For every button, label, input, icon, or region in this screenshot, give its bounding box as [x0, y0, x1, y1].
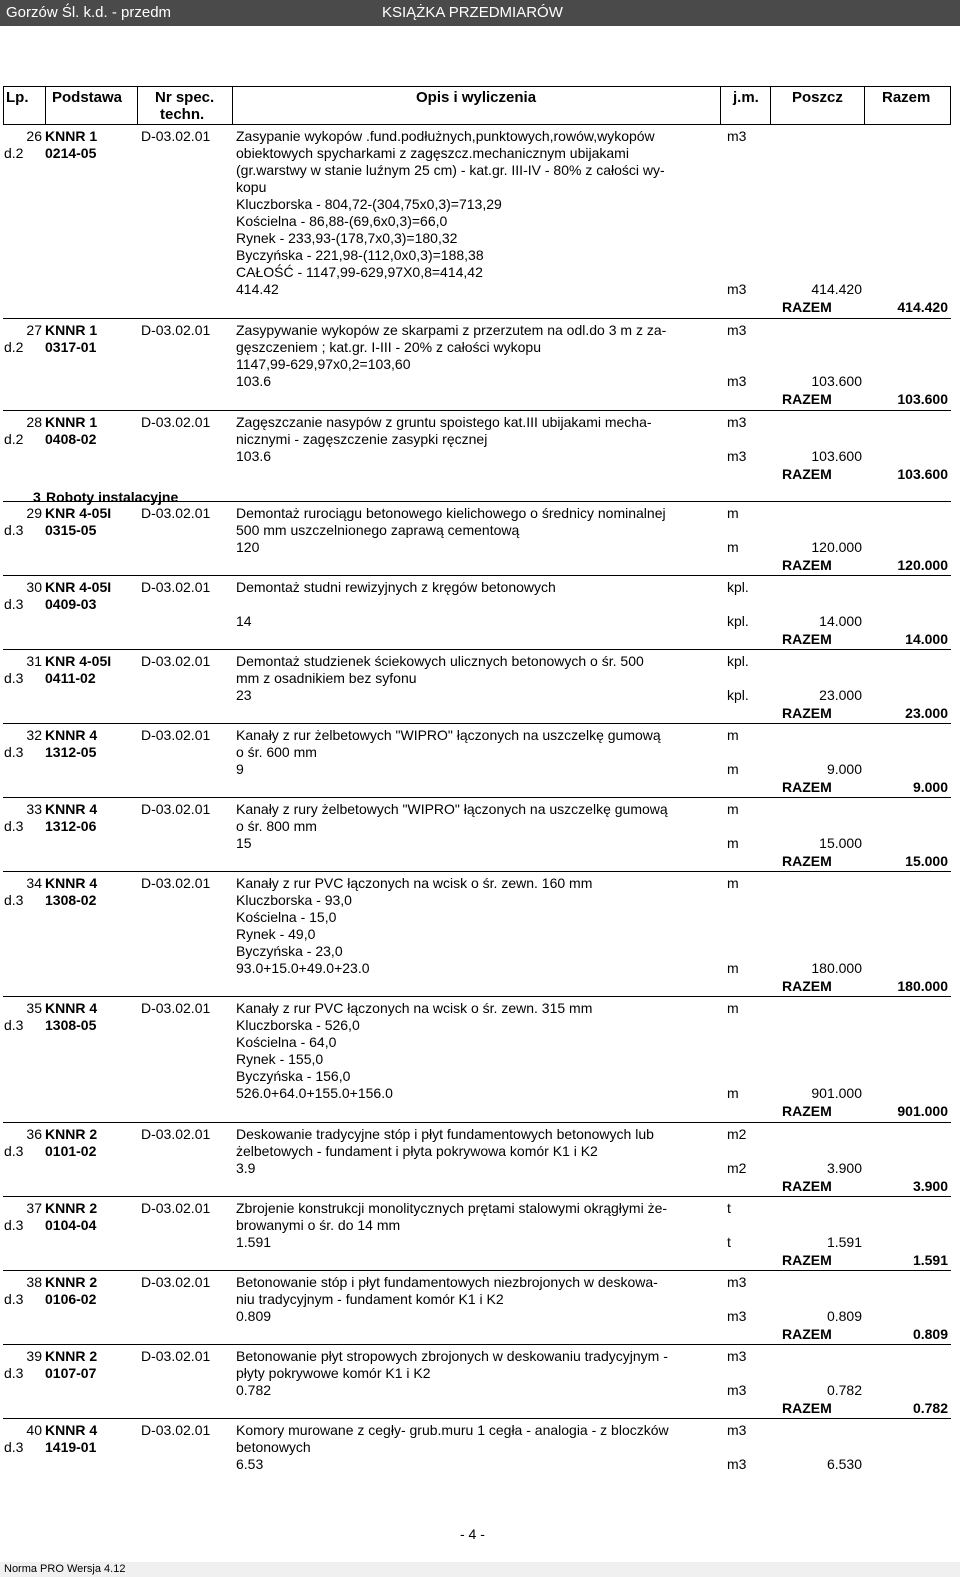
item-description-line: Deskowanie tradycyjne stóp i płyt fundamentowych betonowych lub: [236, 1126, 654, 1142]
item-spec-number: D-03.02.01: [141, 1200, 211, 1216]
item-basis-number: 0408-02: [45, 431, 97, 447]
item-description-line: Rynek - 155,0: [236, 1051, 324, 1067]
item-unit: m: [727, 1000, 739, 1016]
header-jm: j.m.: [733, 89, 759, 106]
item-number: 32: [26, 727, 42, 743]
item-unit: kpl.: [727, 579, 749, 595]
item-number: 34: [26, 875, 42, 891]
item-subsection: d.3: [4, 1291, 24, 1307]
item-number: 28: [26, 414, 42, 430]
item-total-value: 901.000: [897, 1103, 948, 1119]
item-calculation: 9: [236, 761, 244, 777]
header-bottom-rule: [3, 124, 951, 125]
item-spec-number: D-03.02.01: [141, 579, 211, 595]
item-subsection: d.3: [4, 1017, 24, 1033]
item-basis: KNNR 2: [45, 1274, 98, 1290]
item-calculation: 23: [236, 687, 252, 703]
header-top-rule: [3, 86, 951, 87]
header-razem: Razem: [882, 89, 931, 106]
item-total-value: 180.000: [897, 978, 948, 994]
item-description-line: CAŁOŚĆ - 1147,99-629,97X0,8=414,42: [236, 264, 483, 280]
header-divider: [137, 86, 138, 125]
row-separator: [3, 723, 951, 724]
item-spec-number: D-03.02.01: [141, 1348, 211, 1364]
item-partial-quantity: 0.809: [826, 1308, 862, 1324]
item-description-line: 500 mm uszczelnionego zaprawą cementową: [236, 522, 520, 538]
item-description-line: Komory murowane z cegły- grub.muru 1 cegła - analogia - z bloczków: [236, 1422, 669, 1438]
item-unit: kpl.: [727, 653, 749, 669]
item-spec-number: D-03.02.01: [141, 505, 211, 521]
item-partial-quantity: 180.000: [811, 960, 862, 976]
row-separator: [3, 1418, 951, 1419]
item-unit: m3: [727, 1348, 747, 1364]
item-basis: KNNR 2: [45, 1348, 98, 1364]
item-calc-unit: m3: [727, 1382, 747, 1398]
item-description-line: płyty pokrywowe komór K1 i K2: [236, 1365, 431, 1381]
item-partial-quantity: 103.600: [811, 448, 862, 464]
item-calc-unit: m: [727, 761, 739, 777]
header-divider: [232, 86, 233, 125]
item-total-value: 9.000: [912, 779, 948, 795]
item-calc-unit: m3: [727, 281, 747, 297]
item-calculation: 6.53: [236, 1456, 264, 1472]
header-opis: Opis i wyliczenia: [416, 89, 537, 106]
item-spec-number: D-03.02.01: [141, 414, 211, 430]
item-calculation: 414.42: [236, 281, 279, 297]
item-total-label: RAZEM: [782, 391, 832, 407]
item-subsection: d.3: [4, 744, 24, 760]
item-total-label: RAZEM: [782, 853, 832, 869]
item-calculation: 3.9: [236, 1160, 256, 1176]
item-total-value: 0.809: [912, 1326, 948, 1342]
item-calc-unit: kpl.: [727, 613, 749, 629]
row-separator: [3, 996, 951, 997]
item-number: 36: [26, 1126, 42, 1142]
item-calc-unit: m: [727, 960, 739, 976]
item-basis: KNNR 2: [45, 1126, 98, 1142]
item-calculation: 103.6: [236, 373, 272, 389]
item-description-line: mm z osadnikiem bez syfonu: [236, 670, 417, 686]
item-subsection: d.3: [4, 596, 24, 612]
item-basis: KNNR 4: [45, 1000, 98, 1016]
item-number: 33: [26, 801, 42, 817]
item-description-line: 1147,99-629,97x0,2=103,60: [236, 356, 411, 372]
item-total-value: 120.000: [897, 557, 948, 573]
item-total-label: RAZEM: [782, 779, 832, 795]
item-description-line: Kluczborska - 804,72-(304,75x0,3)=713,29: [236, 196, 502, 212]
item-total-label: RAZEM: [782, 1103, 832, 1119]
item-basis-number: 1312-06: [45, 818, 97, 834]
item-unit: m2: [727, 1126, 747, 1142]
item-partial-quantity: 414.420: [811, 281, 862, 297]
item-basis-number: 1308-02: [45, 892, 97, 908]
item-basis: KNNR 1: [45, 128, 98, 144]
item-description-line: Kanały z rur PVC łączonych na wcisk o śr. zewn. 315 mm: [236, 1000, 593, 1016]
row-separator: [3, 797, 951, 798]
item-partial-quantity: 103.600: [811, 373, 862, 389]
item-description-line: Kościelna - 64,0: [236, 1034, 337, 1050]
item-calc-unit: m3: [727, 373, 747, 389]
item-basis-number: 0409-03: [45, 596, 97, 612]
item-calculation: 526.0+64.0+155.0+156.0: [236, 1085, 393, 1101]
header-nr-spec: Nr spec.: [155, 89, 215, 106]
section-title: Roboty instalacyjne: [46, 489, 179, 505]
item-total-value: 414.420: [897, 299, 948, 315]
item-total-value: 0.782: [912, 1400, 948, 1416]
item-basis-number: 0104-04: [45, 1217, 97, 1233]
item-total-label: RAZEM: [782, 978, 832, 994]
item-subsection: d.3: [4, 1143, 24, 1159]
document-heading: KSIĄŻKA PRZEDMIARÓW: [382, 4, 563, 21]
item-description-line: Kanały z rur PVC łączonych na wcisk o śr. zewn. 160 mm: [236, 875, 593, 891]
item-number: 39: [26, 1348, 42, 1364]
item-description-line: Betonowanie płyt stropowych zbrojonych w deskowaniu tradycyjnym -: [236, 1348, 668, 1364]
item-partial-quantity: 3.900: [826, 1160, 862, 1176]
item-number: 40: [26, 1422, 42, 1438]
item-spec-number: D-03.02.01: [141, 1000, 211, 1016]
item-subsection: d.2: [4, 431, 24, 447]
item-partial-quantity: 9.000: [826, 761, 862, 777]
item-subsection: d.3: [4, 818, 24, 834]
footer-software: Norma PRO Wersja 4.12: [4, 1563, 126, 1575]
item-description-line: browanymi o śr. do 14 mm: [236, 1217, 401, 1233]
item-calculation: 120: [236, 539, 260, 555]
item-basis-number: 1308-05: [45, 1017, 97, 1033]
footer-bar: [0, 1562, 960, 1577]
item-basis: KNNR 4: [45, 1422, 98, 1438]
item-basis: KNNR 1: [45, 414, 98, 430]
item-partial-quantity: 120.000: [811, 539, 862, 555]
item-description-line: Demontaż studni rewizyjnych z kręgów betonowych: [236, 579, 556, 595]
item-unit: t: [727, 1200, 731, 1216]
document-title: Gorzów Śl. k.d. - przedm: [6, 4, 172, 21]
item-description-line: obiektowych spycharkami z zagęszcz.mechanicznym ubijakami: [236, 145, 629, 161]
item-description-line: Kościelna - 15,0: [236, 909, 337, 925]
item-total-label: RAZEM: [782, 1326, 832, 1342]
header-divider: [45, 86, 46, 125]
item-calc-unit: m3: [727, 448, 747, 464]
item-spec-number: D-03.02.01: [141, 653, 211, 669]
item-basis-number: 0411-02: [45, 670, 96, 686]
page-number: - 4 -: [460, 1526, 485, 1542]
row-separator: [3, 1122, 951, 1123]
item-description-line: gęszczeniem ; kat.gr. I-III - 20% z całości wykopu: [236, 339, 542, 355]
item-description-line: Byczyńska - 221,98-(112,0x0,3)=188,38: [236, 247, 484, 263]
item-unit: m: [727, 875, 739, 891]
item-description-line: Kanały z rur żelbetowych "WIPRO" łączonych na uszczelkę gumową: [236, 727, 661, 743]
item-unit: m: [727, 801, 739, 817]
item-spec-number: D-03.02.01: [141, 727, 211, 743]
item-number: 35: [26, 1000, 42, 1016]
item-subsection: d.3: [4, 892, 24, 908]
item-description-line: Zasypanie wykopów .fund.podłużnych,punktowych,rowów,wykopów: [236, 128, 655, 144]
item-calculation: 1.591: [236, 1234, 272, 1250]
item-description-line: Byczyńska - 23,0: [236, 943, 343, 959]
item-partial-quantity: 14.000: [819, 613, 862, 629]
header-divider: [950, 86, 951, 125]
item-description-line: Kanały z rury żelbetowych "WIPRO" łączonych na uszczelkę gumową: [236, 801, 668, 817]
item-basis-number: 0101-02: [45, 1143, 97, 1159]
item-number: 38: [26, 1274, 42, 1290]
item-calc-unit: m: [727, 835, 739, 851]
item-unit: m3: [727, 128, 747, 144]
header-divider: [770, 86, 771, 125]
item-basis: KNNR 4: [45, 875, 98, 891]
item-partial-quantity: 901.000: [811, 1085, 862, 1101]
row-separator: [3, 1344, 951, 1345]
item-total-value: 3.900: [912, 1178, 948, 1194]
header-techn: techn.: [160, 106, 205, 123]
item-unit: m: [727, 727, 739, 743]
item-partial-quantity: 6.530: [826, 1456, 862, 1472]
item-total-value: 103.600: [897, 391, 948, 407]
item-basis-number: 1419-01: [45, 1439, 97, 1455]
row-separator: [3, 1196, 951, 1197]
item-number: 26: [26, 128, 42, 144]
item-calculation: 93.0+15.0+49.0+23.0: [236, 960, 370, 976]
item-number: 37: [26, 1200, 42, 1216]
item-basis: KNR 4-05I: [45, 653, 112, 669]
item-unit: m3: [727, 1422, 747, 1438]
item-description-line: Kluczborska - 526,0: [236, 1017, 360, 1033]
header-divider: [720, 86, 721, 125]
header-divider: [864, 86, 865, 125]
item-number: 27: [26, 322, 42, 338]
item-partial-quantity: 15.000: [819, 835, 862, 851]
item-description-line: Zagęszczanie nasypów z gruntu spoistego kat.III ubijakami mecha-: [236, 414, 652, 430]
item-unit: m3: [727, 414, 747, 430]
row-separator: [3, 1270, 951, 1271]
header-divider: [3, 86, 4, 125]
item-basis: KNNR 4: [45, 801, 98, 817]
item-calculation: 0.782: [236, 1382, 272, 1398]
item-unit: m3: [727, 322, 747, 338]
item-description-line: Kluczborska - 93,0: [236, 892, 352, 908]
item-total-value: 1.591: [912, 1252, 948, 1268]
section-number: 3: [33, 489, 41, 505]
item-calc-unit: m: [727, 1085, 739, 1101]
header-lp: Lp.: [6, 89, 29, 106]
item-description-line: nicznymi - zagęszczenie zasypki ręcznej: [236, 431, 488, 447]
row-separator: [3, 649, 951, 650]
item-number: 31: [26, 653, 42, 669]
item-subsection: d.3: [4, 1217, 24, 1233]
item-subsection: d.2: [4, 145, 24, 161]
item-total-label: RAZEM: [782, 1252, 832, 1268]
item-basis-number: 1312-05: [45, 744, 97, 760]
item-description-line: kopu: [236, 179, 267, 195]
item-basis-number: 0317-01: [45, 339, 97, 355]
item-total-label: RAZEM: [782, 299, 832, 315]
item-calc-unit: m3: [727, 1308, 747, 1324]
item-subsection: d.2: [4, 339, 24, 355]
item-partial-quantity: 1.591: [826, 1234, 862, 1250]
item-spec-number: D-03.02.01: [141, 1126, 211, 1142]
item-number: 30: [26, 579, 42, 595]
row-separator: [3, 318, 951, 319]
item-basis-number: 0214-05: [45, 145, 97, 161]
item-basis: KNR 4-05I: [45, 505, 112, 521]
item-basis: KNR 4-05I: [45, 579, 112, 595]
item-subsection: d.3: [4, 1365, 24, 1381]
item-spec-number: D-03.02.01: [141, 128, 211, 144]
item-total-value: 23.000: [905, 705, 948, 721]
header-podstawa: Podstawa: [52, 89, 123, 106]
item-calculation: 15: [236, 835, 252, 851]
item-basis-number: 0107-07: [45, 1365, 97, 1381]
item-unit: m: [727, 505, 739, 521]
item-total-label: RAZEM: [782, 466, 832, 482]
item-spec-number: D-03.02.01: [141, 801, 211, 817]
row-separator: [3, 410, 951, 411]
item-unit: m3: [727, 1274, 747, 1290]
item-total-label: RAZEM: [782, 1178, 832, 1194]
item-description-line: Demontaż rurociągu betonowego kielichowego o średnicy nominalnej: [236, 505, 666, 521]
item-partial-quantity: 23.000: [819, 687, 862, 703]
window-title-bar: [0, 0, 960, 26]
item-calc-unit: kpl.: [727, 687, 749, 703]
item-spec-number: D-03.02.01: [141, 322, 211, 338]
item-description-line: (gr.warstwy w stanie luźnym 25 cm) - kat.gr. III-IV - 80% z całości wy-: [236, 162, 665, 178]
item-description-line: Demontaż studzienek ściekowych ulicznych betonowych o śr. 500: [236, 653, 644, 669]
item-description-line: Zasypywanie wykopów ze skarpami z przerzutem na odl.do 3 m z za-: [236, 322, 667, 338]
item-spec-number: D-03.02.01: [141, 875, 211, 891]
item-calculation: 0.809: [236, 1308, 272, 1324]
item-description-line: Byczyńska - 156,0: [236, 1068, 351, 1084]
item-description-line: Betonowanie stóp i płyt fundamentowych niezbrojonych w deskowa-: [236, 1274, 658, 1290]
item-spec-number: D-03.02.01: [141, 1422, 211, 1438]
item-description-line: Kościelna - 86,88-(69,6x0,3)=66,0: [236, 213, 448, 229]
item-number: 29: [26, 505, 42, 521]
item-total-value: 14.000: [905, 631, 948, 647]
item-calculation: 14: [236, 613, 252, 629]
item-total-value: 15.000: [905, 853, 948, 869]
header-poszcz: Poszcz: [792, 89, 843, 106]
item-description-line: niu tradycyjnym - fundament komór K1 i K2: [236, 1291, 504, 1307]
item-basis-number: 0315-05: [45, 522, 97, 538]
item-total-label: RAZEM: [782, 631, 832, 647]
item-description-line: betonowych: [236, 1439, 311, 1455]
item-total-value: 103.600: [897, 466, 948, 482]
item-calc-unit: m: [727, 539, 739, 555]
item-calculation: 103.6: [236, 448, 272, 464]
item-calc-unit: m2: [727, 1160, 747, 1176]
item-total-label: RAZEM: [782, 557, 832, 573]
item-subsection: d.3: [4, 670, 24, 686]
item-description-line: Rynek - 233,93-(178,7x0,3)=180,32: [236, 230, 458, 246]
item-subsection: d.3: [4, 1439, 24, 1455]
row-separator: [3, 575, 951, 576]
item-description-line: żelbetowych - fundament i płyta pokrywowa komór K1 i K2: [236, 1143, 598, 1159]
item-calc-unit: m3: [727, 1456, 747, 1472]
item-basis: KNNR 2: [45, 1200, 98, 1216]
item-calc-unit: t: [727, 1234, 731, 1250]
item-description-line: o śr. 600 mm: [236, 744, 317, 760]
item-description-line: o śr. 800 mm: [236, 818, 317, 834]
item-description-line: Zbrojenie konstrukcji monolitycznych prętami stalowymi okrągłymi że-: [236, 1200, 668, 1216]
item-basis-number: 0106-02: [45, 1291, 97, 1307]
item-basis: KNNR 1: [45, 322, 98, 338]
item-description-line: Rynek - 49,0: [236, 926, 316, 942]
item-subsection: d.3: [4, 522, 24, 538]
item-spec-number: D-03.02.01: [141, 1274, 211, 1290]
row-separator: [3, 871, 951, 872]
item-partial-quantity: 0.782: [826, 1382, 862, 1398]
item-basis: KNNR 4: [45, 727, 98, 743]
item-total-label: RAZEM: [782, 1400, 832, 1416]
item-total-label: RAZEM: [782, 705, 832, 721]
